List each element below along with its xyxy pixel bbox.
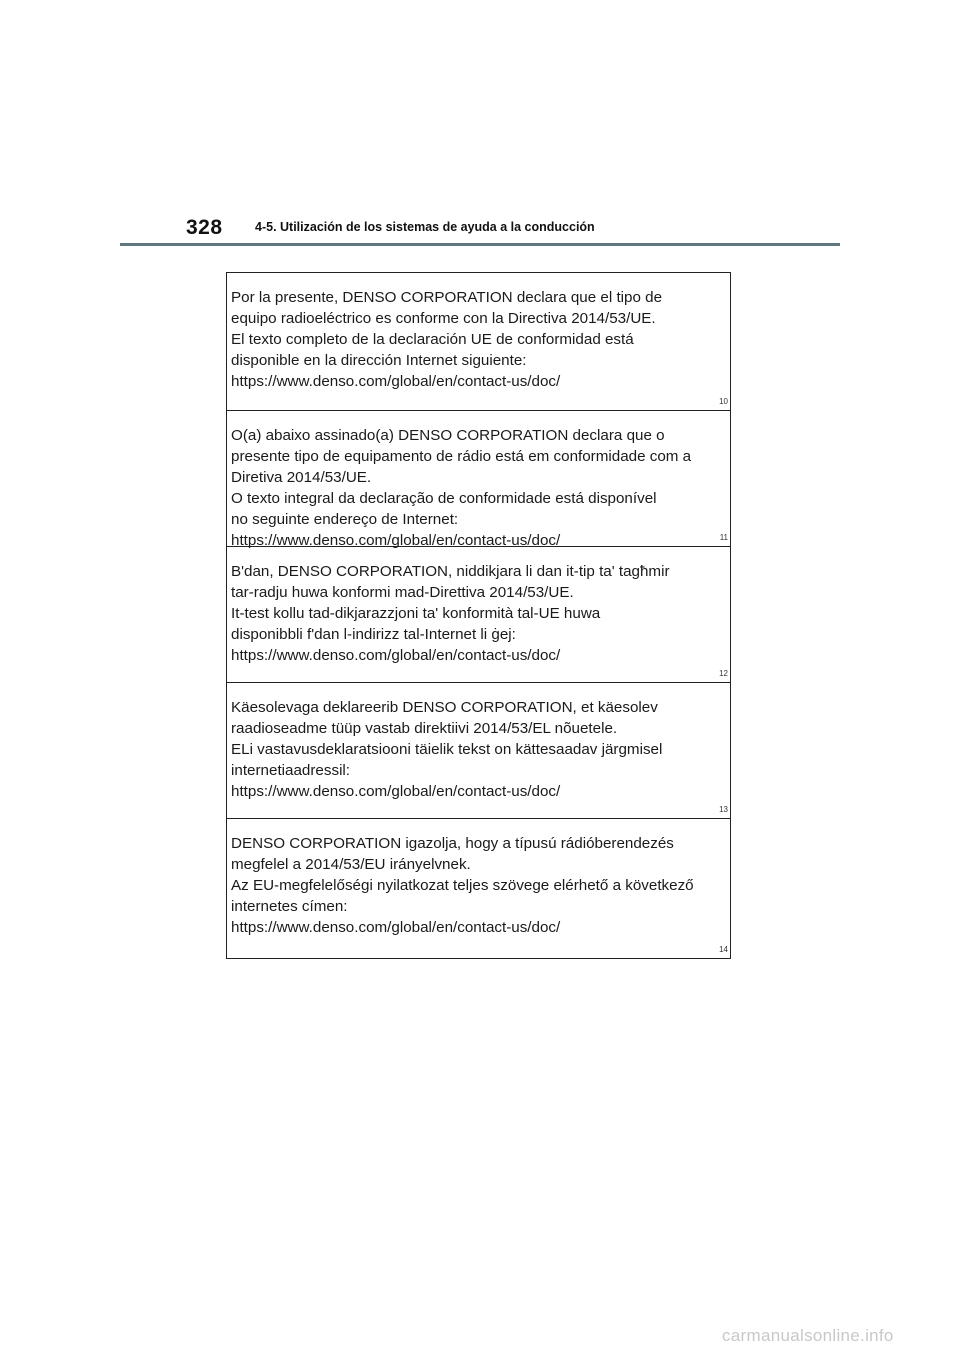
declaration-line: O(a) abaixo assinado(a) DENSO CORPORATION declara que o — [231, 427, 665, 444]
declaration-line: ELi vastavusdeklaratsiooni täielik tekst on kättesaadav järgmisel — [231, 741, 663, 758]
declaration-line: no seguinte endereço de Internet: — [231, 511, 459, 528]
declaration-number: 12 — [719, 669, 728, 678]
declaration-number: 11 — [719, 533, 728, 542]
declaration-url: https://www.denso.com/global/en/contact-us/doc/ — [231, 647, 561, 664]
declaration-line: DENSO CORPORATION igazolja, hogy a típusú rádióberendezés — [231, 835, 674, 852]
declaration-line: tar-radju huwa konformi mad-Direttiva 2014/53/UE. — [231, 584, 574, 601]
declaration-line: Diretiva 2014/53/UE. — [231, 469, 372, 486]
declaration-url: https://www.denso.com/global/en/contact-us/doc/ — [231, 919, 561, 936]
declaration-text — [231, 287, 722, 392]
declaration-maltese — [227, 547, 730, 683]
declaration-number: 10 — [719, 397, 728, 406]
declaration-portuguese — [227, 411, 730, 547]
declaration-line: Käesolevaga deklareerib DENSO CORPORATION, et käesolev — [231, 699, 658, 716]
declaration-number: 13 — [719, 805, 728, 814]
declaration-text — [231, 425, 722, 551]
declaration-text — [231, 833, 722, 938]
declaration-url: https://www.denso.com/global/en/contact-us/doc/ — [231, 532, 561, 549]
declaration-url: https://www.denso.com/global/en/contact-us/doc/ — [231, 783, 561, 800]
section-title: 4-5. Utilización de los sistemas de ayuda a la conducción — [255, 220, 595, 234]
header-divider — [120, 243, 840, 246]
declaration-text — [231, 561, 722, 666]
declaration-line: disponibbli f'dan l-indirizz tal-Internet li ġej: — [231, 626, 516, 643]
declaration-number: 14 — [719, 945, 728, 954]
declaration-line: O texto integral da declaração de conformidade está disponível — [231, 490, 657, 507]
declaration-estonian — [227, 683, 730, 819]
declaration-line: Por la presente, DENSO CORPORATION declara que el tipo de — [231, 289, 663, 306]
declaration-url: https://www.denso.com/global/en/contact-us/doc/ — [231, 373, 561, 390]
declaration-hungarian — [227, 819, 730, 959]
declaration-line: disponible en la dirección Internet siguiente: — [231, 352, 527, 369]
declaration-spanish — [227, 273, 730, 411]
declaration-line: raadioseadme tüüp vastab direktiivi 2014/53/EL nõuetele. — [231, 720, 618, 737]
declaration-line: internetiaadressil: — [231, 762, 351, 779]
page-header — [0, 0, 960, 250]
declaration-line: megfelel a 2014/53/EU irányelvnek. — [231, 856, 471, 873]
watermark-logo: carmanualsonline.info — [722, 1326, 894, 1345]
declaration-text — [231, 697, 722, 802]
declaration-line: B'dan, DENSO CORPORATION, niddikjara li dan it-tip ta' tagħmir — [231, 563, 670, 580]
declaration-line: internetes címen: — [231, 898, 348, 915]
declaration-line: It-test kollu tad-dikjarazzjoni ta' konformità tal-UE huwa — [231, 605, 601, 622]
declaration-line: Az EU-megfelelőségi nyilatkozat teljes szövege elérhető a következő — [231, 877, 694, 894]
declaration-line: El texto completo de la declaración UE de conformidad está — [231, 331, 634, 348]
declaration-line: equipo radioeléctrico es conforme con la Directiva 2014/53/UE. — [231, 310, 656, 327]
declarations-table — [226, 272, 731, 959]
page-number: 328 — [186, 216, 223, 239]
declaration-line: presente tipo de equipamento de rádio está em conformidade com a — [231, 448, 692, 465]
